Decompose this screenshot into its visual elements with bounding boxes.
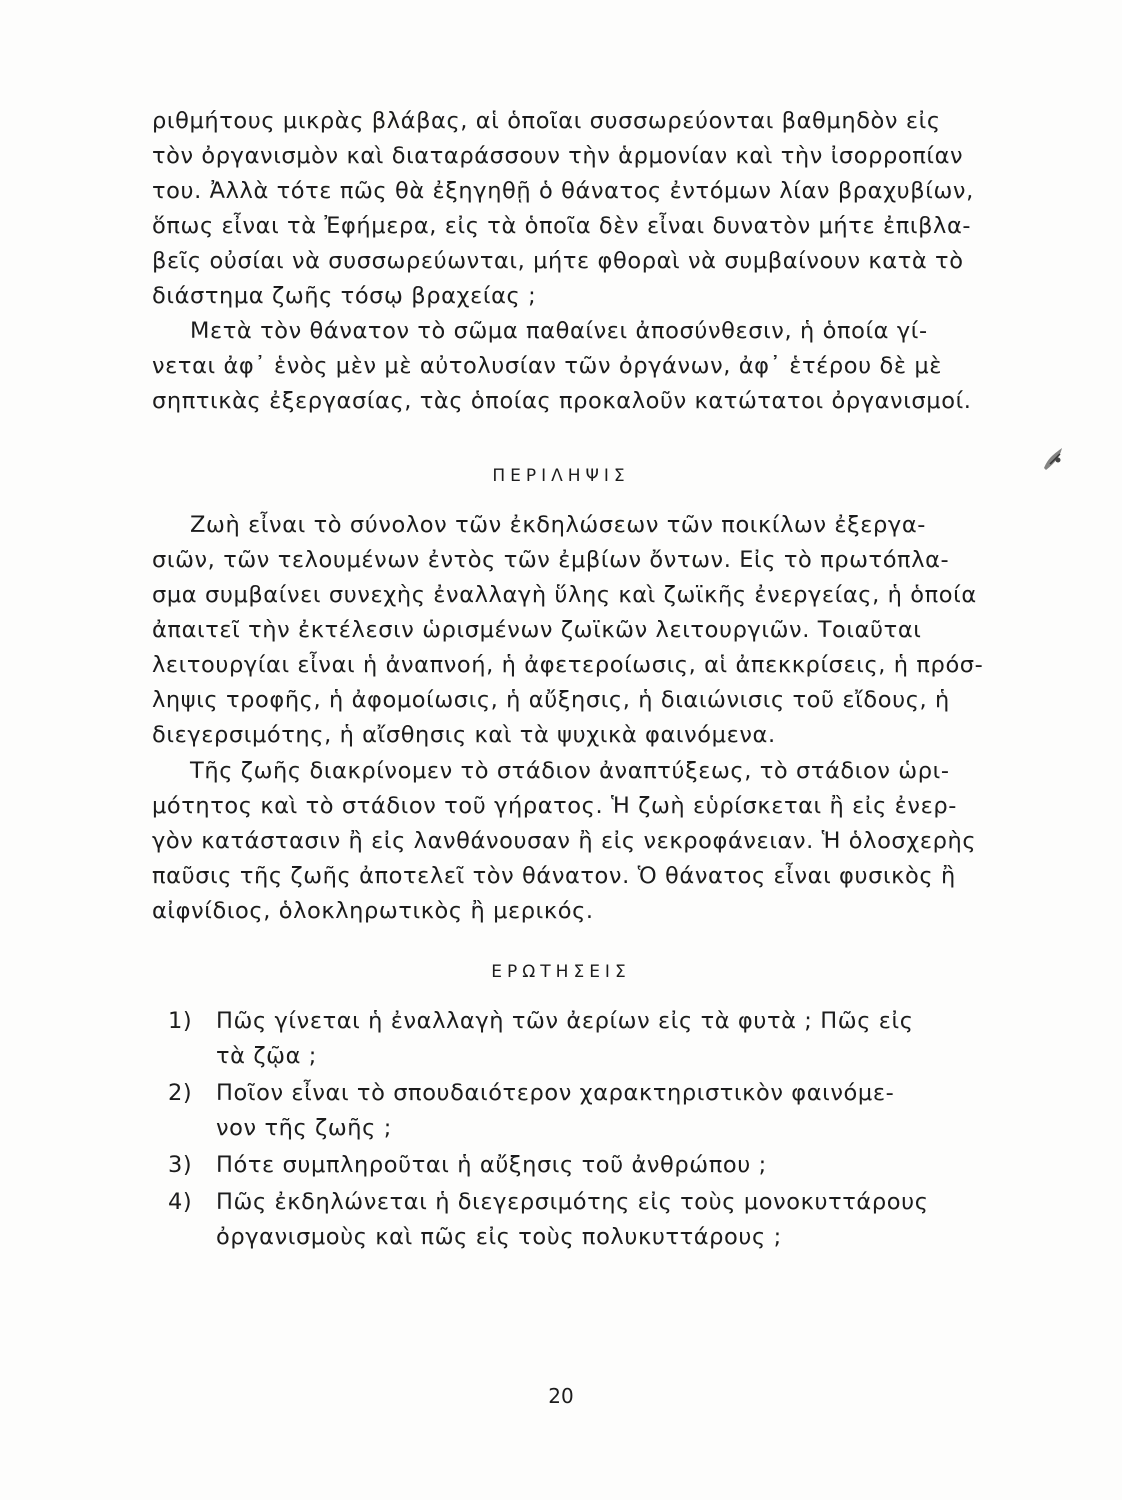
paragraph-death [152,314,1072,419]
text-line: γὸν κατάστασιν ἢ εἰς λανθάνουσαν ἢ εἰς νεκροφάνειαν. Ἡ ὁλοσχερὴς [152,828,977,854]
question-number: 3) [168,1152,193,1178]
text-line: σιῶν, τῶν τελουμένων ἐντὸς τῶν ἐμβίων ὄντων. Εἰς τὸ πρωτόπλα- [152,547,950,573]
text-line: λειτουργίαι εἶναι ἡ ἀναπνοή, ἡ ἀφετεροίωσις, αἱ ἀπεκκρίσεις, ἡ πρόσ- [152,652,984,678]
text-line: σμα συμβαίνει συνεχὴς ἐναλλαγὴ ὕλης καὶ ζωϊκῆς ἐνεργείας, ἡ ὁποία [152,582,977,608]
question-number: 4) [168,1189,193,1215]
text-line: παῦσις τῆς ζωῆς ἀποτελεῖ τὸν θάνατον. Ὁ θάνατος εἶναι φυσικὸς ἢ [152,863,956,889]
text-line: νον τῆς ζωῆς ; [216,1115,392,1141]
text-line: Ποῖον εἶναι τὸ σπουδαιότερον χαρακτηριστικὸν φαινόμε- [216,1080,895,1106]
text-line: σηπτικὰς ἐξεργασίας, τὰς ὁποίας προκαλοῦν κατώτατοι ὀργανισμοί. [152,388,972,414]
questions-list [168,1004,1068,1257]
text-line: Πῶς ἐκδηλώνεται ἡ διεγερσιμότης εἰς τοὺς μονοκυττάρους [216,1189,929,1215]
paragraph-continued [152,104,1072,314]
text-line: ὅπως εἶναι τὰ Ἐφήμερα, εἰς τὰ ὁποῖα δὲν εἶναι δυνατὸν μήτε ἐπιβλα- [152,213,972,239]
summary-paragraph-2 [152,754,1072,929]
question-item [168,1185,1068,1255]
text-line: Πῶς γίνεται ἡ ἐναλλαγὴ τῶν ἀερίων εἰς τὰ φυτὰ ; Πῶς εἰς [216,1008,914,1034]
question-number: 1) [168,1008,193,1034]
text-line: βεῖς οὐσίαι νὰ συσσωρεύωνται, μήτε φθοραὶ νὰ συμβαίνουν κατὰ τὸ [152,248,964,274]
summary-heading: ΠΕΡΙΛΗΨΙΣ [492,466,630,486]
questions-heading: ΕΡΩΤΗΣΕΙΣ [491,962,631,982]
text-line: ὀργανισμοὺς καὶ πῶς εἰς τοὺς πολυκυττάρους ; [216,1224,782,1250]
text-line: νεται ἀφ᾽ ἑνὸς μὲν μὲ αὐτολυσίαν τῶν ὀργάνων, ἀφ᾽ ἑτέρου δὲ μὲ [152,353,943,379]
question-item [168,1076,1068,1146]
text-line: του. Ἀλλὰ τότε πῶς θὰ ἐξηγηθῇ ὁ θάνατος ἐντόμων λίαν βραχυβίων, [152,178,974,204]
text-line: τὸν ὀργανισμὸν καὶ διαταράσσουν τὴν ἁρμονίαν καὶ τὴν ἰσορροπίαν [152,143,964,169]
question-text [216,1185,929,1255]
text-line: τὰ ζῷα ; [216,1043,317,1069]
text-line: ληψις τροφῆς, ἡ ἀφομοίωσις, ἡ αὔξησις, ἡ διαιώνισις τοῦ εἴδους, ἡ [152,687,950,713]
text-line: Τῆς ζωῆς διακρίνομεν τὸ στάδιον ἀναπτύξεως, τὸ στάδιον ὡρι- [190,758,950,784]
question-text [216,1076,894,1146]
summary-paragraph-1 [152,508,1072,753]
question-item [168,1004,1068,1074]
text-line: αἰφνίδιος, ὁλοκληρωτικὸς ἢ μερικός. [152,898,594,924]
ink-smudge-icon [1040,444,1070,478]
text-line: διάστημα ζωῆς τόσῳ βραχείας ; [152,283,537,309]
text-line: Πότε συμπληροῦται ἡ αὔξησις τοῦ ἀνθρώπου ; [216,1152,767,1178]
text-line: μότητος καὶ τὸ στάδιον τοῦ γήρατος. Ἡ ζωὴ εὑρίσκεται ἢ εἰς ἐνερ- [152,793,957,819]
question-text [216,1004,914,1074]
text-line: Μετὰ τὸν θάνατον τὸ σῶμα παθαίνει ἀποσύνθεσιν, ἡ ὁποία γί- [190,318,928,344]
text-line: διεγερσιμότης, ἡ αἴσθησις καὶ τὰ ψυχικὰ φαινόμενα. [152,722,776,748]
text-line: ἀπαιτεῖ τὴν ἐκτέλεσιν ὡρισμένων ζωϊκῶν λειτουργιῶν. Τοιαῦται [152,617,922,643]
text-line: ριθμήτους μικρὰς βλάβας, αἱ ὁποῖαι συσσωρεύονται βαθμηδὸν εἰς [152,108,941,134]
page-number: 20 [548,1384,574,1408]
question-item [168,1148,1068,1183]
text-line: Ζωὴ εἶναι τὸ σύνολον τῶν ἐκδηλώσεων τῶν ποικίλων ἐξεργα- [190,512,926,538]
question-text [216,1148,767,1183]
question-number: 2) [168,1080,193,1106]
